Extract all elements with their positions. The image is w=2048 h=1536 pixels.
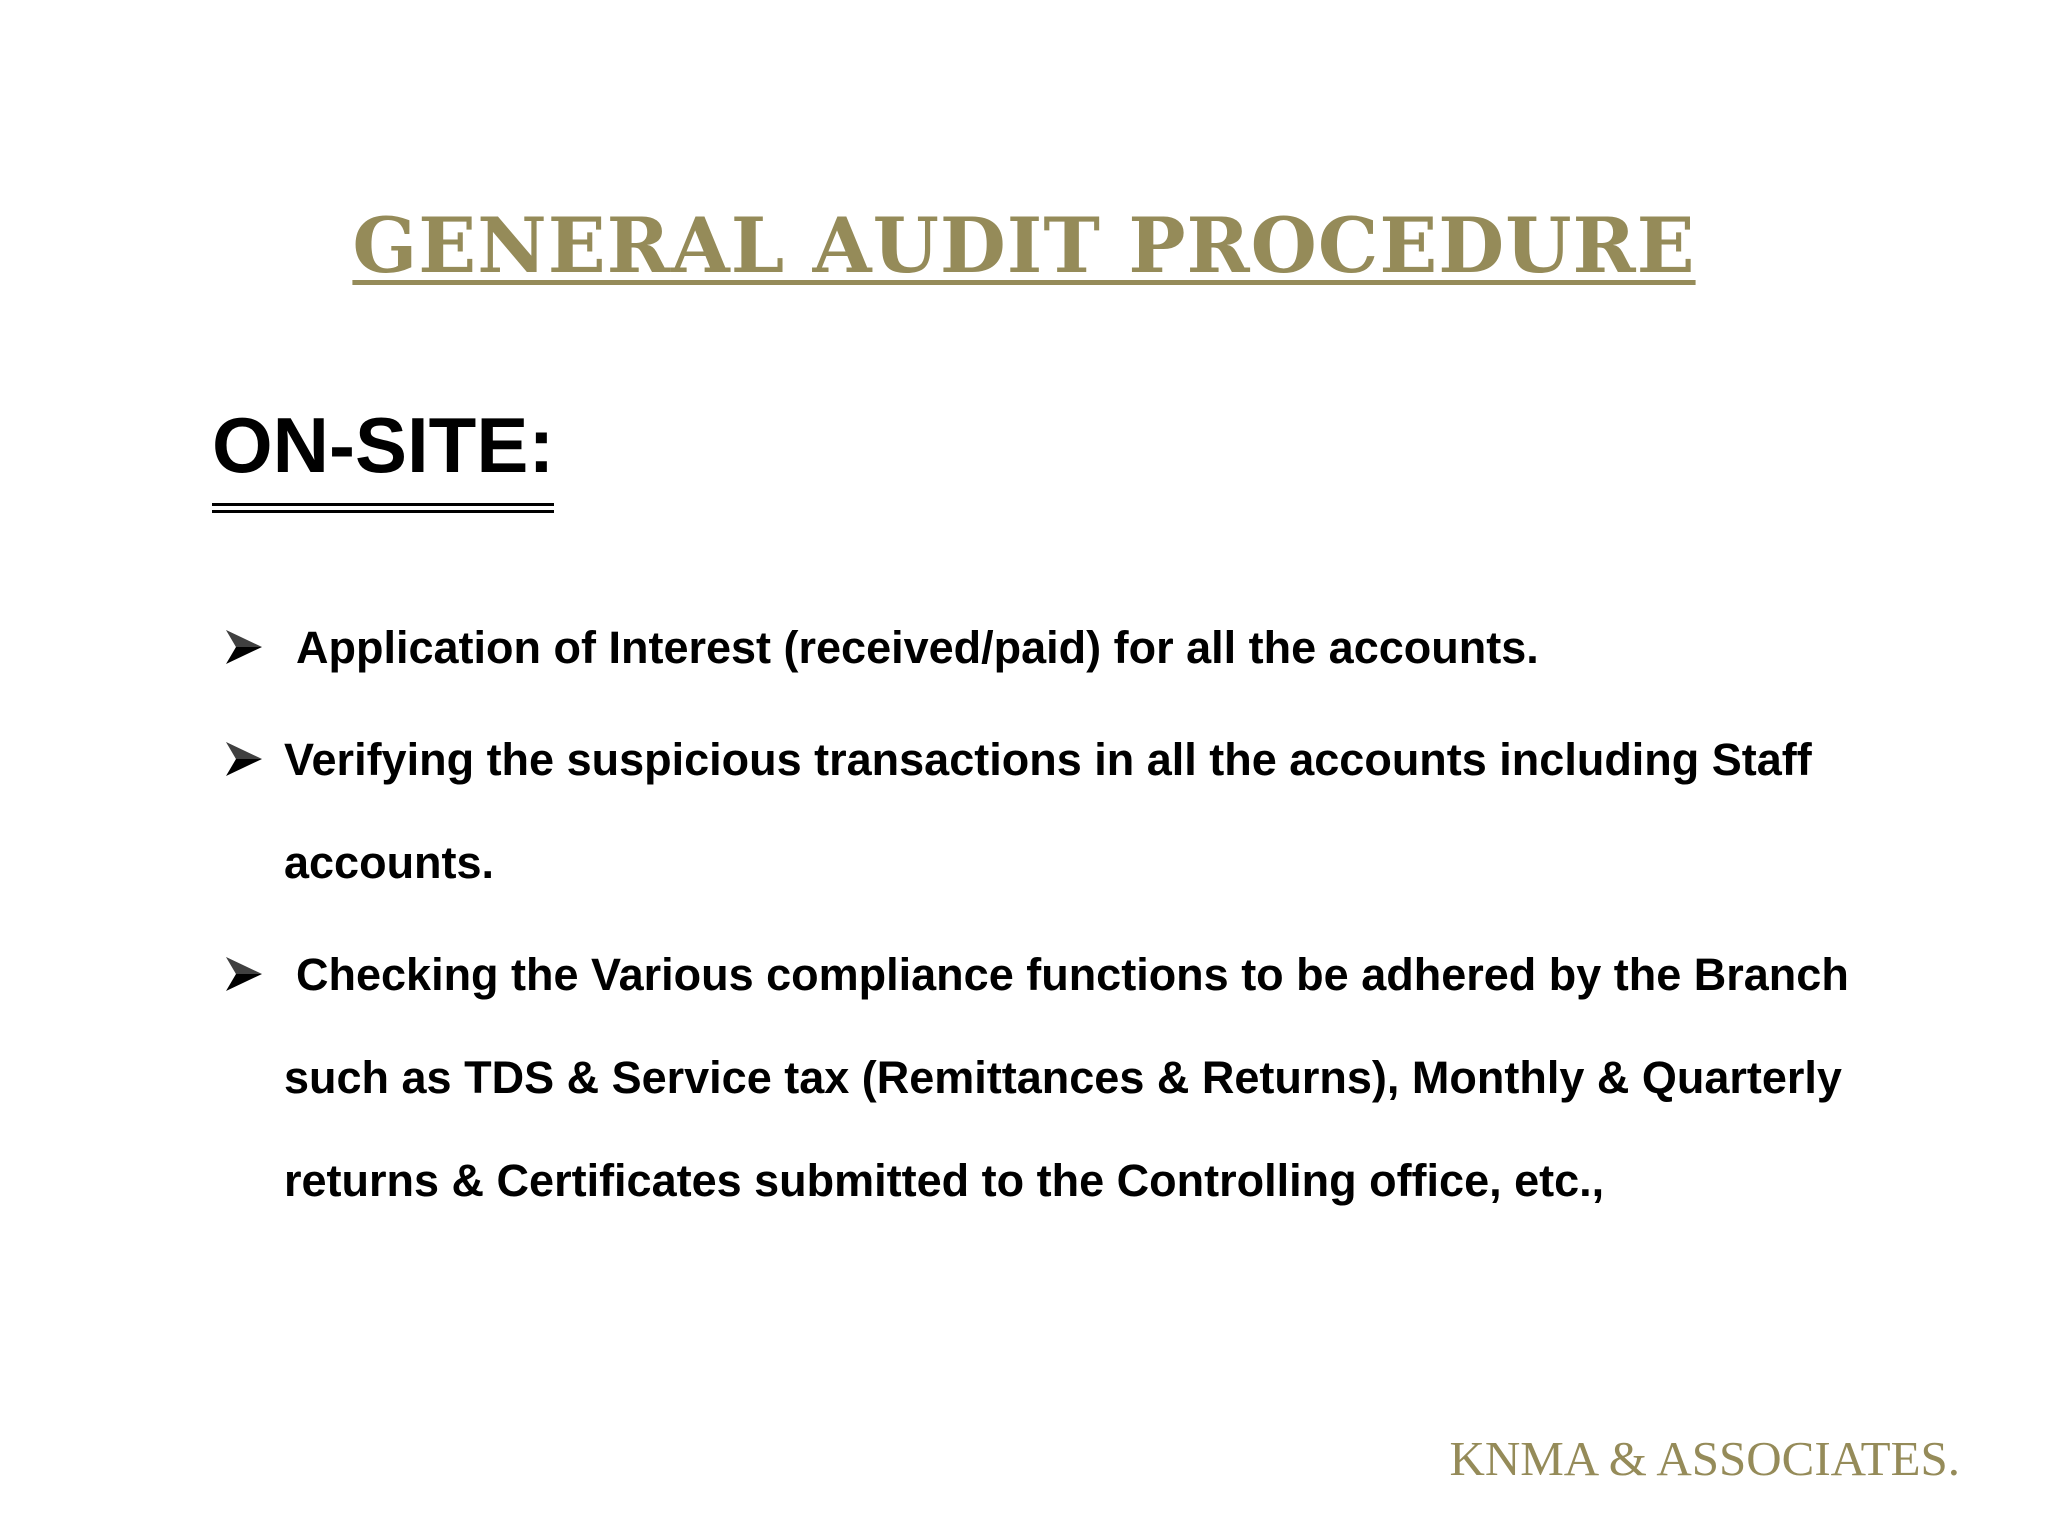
arrowhead-bullet-icon: [224, 708, 268, 811]
slide-title-text: GENERAL AUDIT PROCEDURE: [352, 201, 1696, 290]
list-item: [220, 923, 1950, 1232]
arrowhead-bullet-icon: [224, 923, 268, 1026]
arrowhead-bullet-icon: [224, 596, 268, 699]
bullet-list: [220, 596, 1950, 1241]
slide-title: [0, 196, 2048, 296]
list-item: [220, 596, 1950, 699]
bullet-text: Verifying the suspicious transactions in all the accounts including Staff accounts.: [284, 734, 1812, 888]
list-item: [220, 708, 1950, 914]
bullet-text: Checking the Various compliance functions to be adhered by the Branch such as TDS & Service tax (Remittances & Returns), Monthly & Quarterly returns & Certificates submitted to the Controlling office, etc.,: [284, 949, 1849, 1206]
bullet-text: Application of Interest (received/paid) for all the accounts.: [296, 622, 1539, 673]
section-heading: ON-SITE:: [212, 395, 554, 513]
footer-company-name: KNMA & ASSOCIATES.: [1449, 1431, 1960, 1486]
